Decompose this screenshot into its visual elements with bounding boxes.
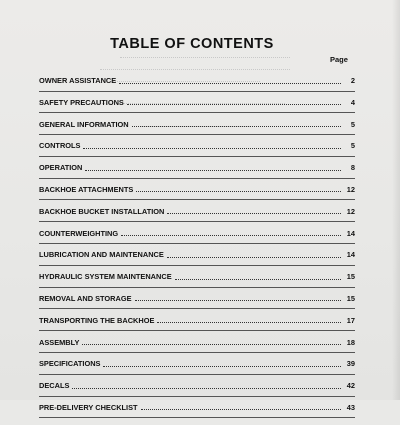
page-edge-shadow (392, 0, 400, 400)
toc-entry-page-number: 14 (346, 250, 355, 260)
page-title: TABLE OF CONTENTS (110, 36, 274, 52)
toc-leader-dots (141, 409, 341, 410)
toc-leader-dots (175, 279, 341, 280)
toc-entry (39, 403, 355, 425)
toc-entry (39, 141, 355, 163)
toc-entry (39, 250, 355, 272)
toc-leader-dots (121, 235, 341, 236)
toc-entry-page-number: 15 (346, 272, 355, 282)
toc-underline-rule (39, 265, 355, 266)
toc-entry-label: LUBRICATION AND MAINTENANCE (39, 250, 164, 260)
toc-leader-dots (136, 191, 341, 192)
page-column-header: Page (330, 55, 348, 64)
toc-entry-page-number: 12 (346, 206, 355, 216)
toc-entry (39, 185, 355, 207)
toc-leader-dots (132, 126, 341, 127)
toc-leader-dots (103, 366, 341, 367)
toc-underline-rule (39, 112, 355, 113)
toc-leader-dots (167, 257, 341, 258)
toc-entry-page-number: 14 (346, 228, 355, 238)
toc-entry-page-number: 43 (346, 402, 355, 412)
toc-entry (39, 120, 355, 142)
toc-entry-label: OWNER ASSISTANCE (39, 76, 117, 85)
toc-underline-rule (39, 287, 355, 288)
toc-leader-dots (157, 322, 341, 323)
toc-underline-rule (39, 134, 355, 135)
toc-entry-page-number: 39 (346, 359, 355, 369)
toc-underline-rule (39, 396, 355, 397)
toc-entry-label: PRE-DELIVERY CHECKLIST (39, 402, 138, 412)
toc-entry-label: HYDRAULIC SYSTEM MAINTENANCE (39, 272, 172, 282)
toc-entry-label: TRANSPORTING THE BACKHOE (39, 315, 155, 325)
toc-underline-rule (39, 417, 355, 418)
toc-leader-dots (167, 213, 341, 214)
toc-underline-rule (39, 243, 355, 244)
toc-entry (39, 207, 355, 229)
toc-entry-label: BACKHOE BUCKET INSTALLATION (39, 206, 165, 216)
toc-list (39, 76, 355, 425)
toc-entry (39, 163, 355, 185)
toc-entry-page-number: 2 (350, 76, 355, 85)
toc-entry (39, 98, 355, 120)
toc-entry-label: REMOVAL AND STORAGE (39, 293, 132, 303)
toc-underline-rule (39, 374, 355, 375)
toc-entry-label: SAFETY PRECAUTIONS (39, 97, 124, 107)
toc-entry (39, 359, 355, 381)
toc-underline-rule (39, 178, 355, 179)
toc-entry-label: ASSEMBLY (39, 337, 80, 347)
toc-leader-dots (83, 148, 341, 149)
toc-entry-page-number: 17 (346, 315, 355, 325)
toc-leader-dots (135, 300, 341, 301)
toc-entry-page-number: 5 (350, 141, 355, 151)
bleed-through-line (120, 57, 290, 58)
toc-entry (39, 229, 355, 251)
toc-underline-rule (39, 199, 355, 200)
toc-entry (39, 316, 355, 338)
toc-entry-page-number: 12 (346, 184, 355, 194)
toc-entry-page-number: 5 (350, 119, 355, 129)
toc-entry-label: GENERAL INFORMATION (39, 119, 129, 129)
toc-entry-page-number: 18 (346, 337, 355, 347)
toc-entry-label: CONTROLS (39, 141, 81, 151)
toc-leader-dots (82, 344, 341, 345)
toc-entry (39, 338, 355, 360)
toc-entry (39, 272, 355, 294)
toc-leader-dots (85, 170, 341, 171)
toc-underline-rule (39, 308, 355, 309)
bleed-through-line (100, 69, 290, 70)
toc-entry-label: SPECIFICATIONS (39, 359, 101, 369)
toc-entry (39, 381, 355, 403)
toc-entry (39, 294, 355, 316)
toc-underline-rule (39, 330, 355, 331)
toc-leader-dots (119, 83, 341, 84)
toc-underline-rule (39, 91, 355, 92)
toc-entry-label: BACKHOE ATTACHMENTS (39, 184, 134, 194)
toc-entry-label: COUNTERWEIGHTING (39, 228, 119, 238)
toc-leader-dots (72, 388, 341, 389)
toc-underline-rule (39, 221, 355, 222)
toc-entry-page-number: 8 (350, 163, 355, 173)
toc-underline-rule (39, 352, 355, 353)
toc-entry-label: OPERATION (39, 163, 83, 173)
toc-leader-dots (127, 104, 341, 105)
toc-entry-page-number: 4 (350, 97, 355, 107)
toc-entry-page-number: 15 (346, 293, 355, 303)
toc-entry-page-number: 42 (346, 381, 355, 391)
toc-entry-label: DECALS (39, 381, 70, 391)
toc-underline-rule (39, 156, 355, 157)
toc-entry (39, 76, 355, 98)
